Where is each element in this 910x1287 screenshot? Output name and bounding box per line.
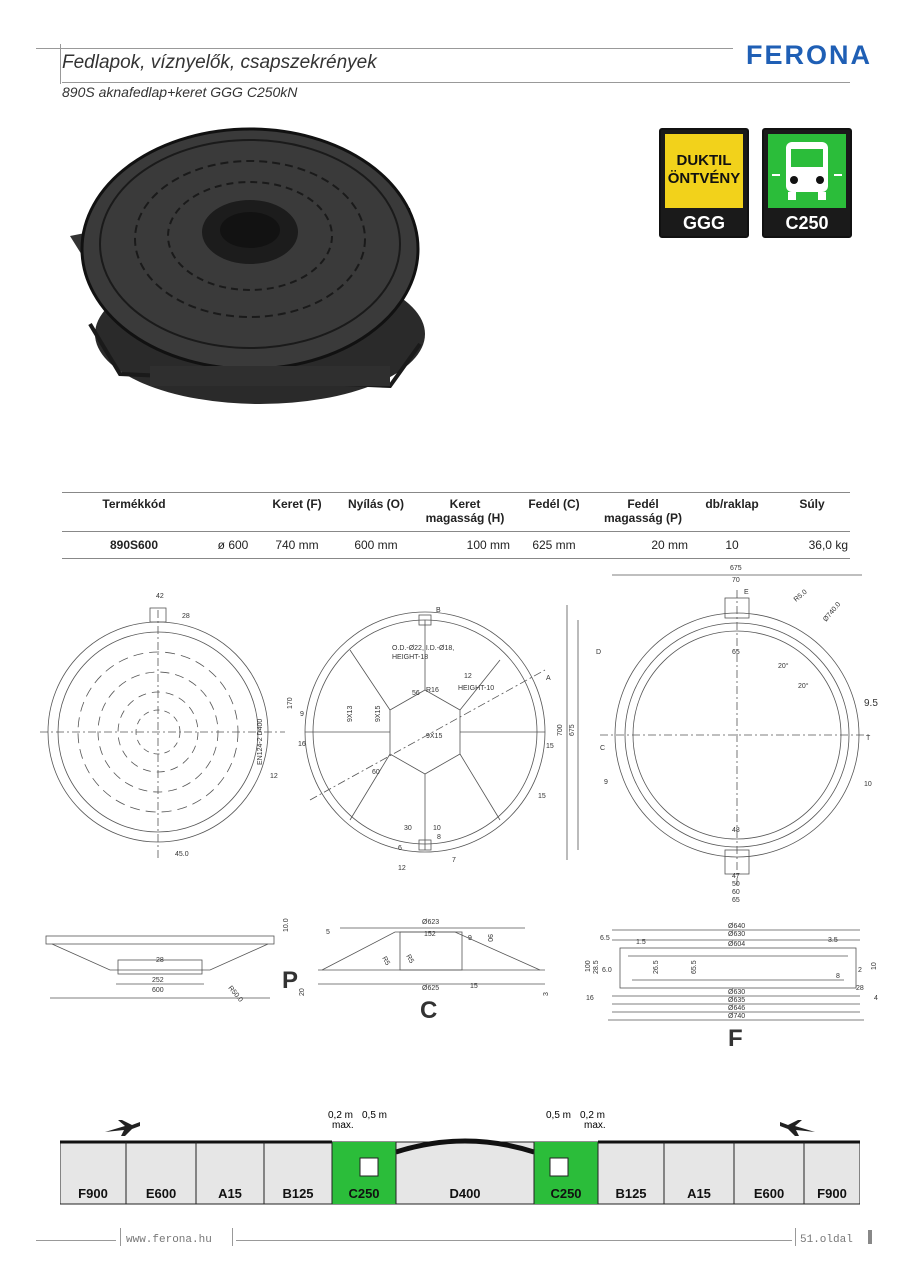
dim-f-100: 100 [585,960,592,972]
dim-9x13: 9X13 [347,705,354,722]
dim-c-90: 90 [486,934,493,942]
cell-frame-height: 100 mm [418,532,512,559]
th-opening: Nyílás (O) [334,493,418,532]
mark-02-right: 0,2 m [580,1110,606,1121]
cell-opening: 600 mm [334,532,418,559]
th-cover: Fedél (C) [512,493,596,532]
dim-15a: 15 [546,743,554,750]
dim-c-5: 5 [326,929,330,936]
dim-f-740: Ø740 [728,1013,746,1020]
dim-50: 50 [732,881,740,888]
badge-ggg: GGG [661,210,747,236]
page-title: Fedlapok, víznyelők, csapszekrények [62,52,377,73]
dim-f-630: Ø630 [728,931,746,938]
dim-740: Ø740.0 [822,601,843,624]
dim-10r: 10 [864,781,872,788]
dim-r5: R5.0 [792,588,809,604]
airplane-icon-right [780,1120,815,1136]
dim-70: 70 [732,577,740,584]
label-p: P [282,967,299,994]
spec-table [62,492,850,559]
dim-12b: 12 [398,865,406,872]
cell-code: 890S600 [62,532,206,559]
ferona-logo [746,40,872,71]
dim-9x15b: 9X15 [426,733,443,740]
dim-p-252: 252 [152,977,164,984]
dim-c-3: 3 [543,992,550,996]
seg-c250-right: C250 [550,1186,582,1201]
dim-60: 60 [372,769,380,776]
dim-f-285: 28.5 [593,960,600,974]
dim-8: 8 [437,834,441,841]
badge-line1: DUKTIL [676,152,732,169]
badge-line2: ÖNTVÉNY [667,170,741,187]
dim-f-28: 28 [856,985,864,992]
badge-c250: C250 [764,210,850,236]
dim-f-15: 1.5 [636,939,646,946]
dim-10: 10 [433,825,441,832]
seg-b125-left: B125 [282,1186,314,1201]
dim-f-640: Ø640 [728,923,746,930]
dim-r16: R16 [426,687,439,694]
th-cover-height: Fedél magasság (P) [596,493,690,532]
dim-e: E [744,589,749,596]
seg-f900-right: F900 [817,1186,847,1201]
dim-675v: 675 [569,724,576,736]
dim-9x15a: 9X15 [375,705,382,722]
dim-30: 30 [404,825,412,832]
airplane-icon-left [105,1120,140,1136]
dim-42: 42 [156,593,164,600]
dim-65: 65 [732,649,740,656]
cell-dia: ø 600 [206,532,260,559]
label-c: C [420,997,438,1024]
dim-7: 7 [452,857,456,864]
label-d-left: D [596,649,602,656]
footer-url[interactable]: www.ferona.hu [126,1234,212,1246]
dim-f-265: 26.5 [653,960,660,974]
dim-p-28: 28 [156,957,164,964]
th-frame: Keret (F) [260,493,334,532]
dim-f-2: 2 [858,967,862,974]
dim-700: 700 [557,724,564,736]
seg-a15-left: A15 [218,1186,242,1201]
note-height10: HEIGHT-10 [458,685,495,692]
dim-p-10: 10.0 [283,918,290,932]
th-weight: Súly [774,493,850,532]
dim-47: 47 [732,873,740,880]
note-height18: HEIGHT-18 [392,654,429,661]
dim-12m: 12 [464,673,472,680]
dim-45: 45.0 [175,851,189,858]
material-badge [659,128,749,238]
seg-b125-right: B125 [615,1186,647,1201]
seg-e600-left: E600 [145,1186,177,1201]
dim-f-35: 3.5 [828,937,838,944]
dim-f-635: Ø635 [728,997,746,1004]
bus-icon [768,134,846,208]
label-a-right: A [546,675,551,682]
product-photo [60,124,440,424]
label-f: F [728,1025,743,1052]
dim-9: 9 [300,711,304,718]
th-frame-height: Keret magasság (H) [418,493,512,532]
table-row [62,532,850,559]
dim-9-5: 9.5 [864,698,878,709]
cell-cover-height: 20 mm [596,532,690,559]
page-subtitle: 890S aknafedlap+keret GGG C250kN [62,84,298,100]
mark-max-left: max. [332,1120,354,1131]
dim-c-15: 15 [470,983,478,990]
th-code: Termékkód [62,493,206,532]
dim-c-152: 152 [424,931,436,938]
label-b-top: B [436,607,441,614]
dim-p-600: 600 [152,987,164,994]
dim-f-16: 16 [586,995,594,1002]
dim-c-9: 9 [468,935,472,942]
dim-p-r50: R50.0 [226,984,244,1004]
dim-6: 6 [398,845,402,852]
dim-15b: 15 [538,793,546,800]
dim-9r: 9 [604,779,608,786]
dim-16: 16 [298,741,306,748]
dim-28: 28 [182,613,190,620]
note-od: O.D.-Ø22, I.D.-Ø18, [392,645,455,652]
seg-c250-left: C250 [348,1186,380,1201]
cell-frame: 740 mm [260,532,334,559]
cell-weight: 36,0 kg [774,532,850,559]
dim-en124: EN124-2 D400 [257,718,264,765]
mark-05-right: 0,5 m [546,1110,572,1121]
mark-05-left: 0,5 m [362,1110,388,1121]
mark-max-right: max. [584,1120,606,1131]
dim-f-8: 8 [836,973,840,980]
cell-per-pallet: 10 [690,532,774,559]
table-header-row [62,493,850,532]
dim-c-625: Ø625 [422,985,440,992]
mark-02-left: 0,2 m [328,1110,354,1121]
technical-drawings [0,560,910,1060]
load-badge [762,128,852,238]
dim-f-4: 4 [874,995,878,1002]
dim-f-655: 65.5 [691,960,698,974]
dim-f-630b: Ø630 [728,989,746,996]
seg-a15-right: A15 [687,1186,711,1201]
dim-675h: 675 [730,565,742,572]
dim-f-604: Ø604 [728,941,746,948]
dim-12: 12 [270,773,278,780]
dim-20b: 20° [798,683,809,690]
seg-e600-right: E600 [753,1186,785,1201]
dim-c-r5a: R5 [380,955,391,967]
dim-56: 56 [412,690,420,697]
dim-f-646: Ø646 [728,1005,746,1012]
dim-20a: 20° [778,663,789,670]
label-t-right: T [866,735,871,742]
logo-text: FERONA [746,40,872,70]
seg-f900-left: F900 [78,1186,108,1201]
dim-c-623: Ø623 [422,919,440,926]
dim-c-20: 20 [299,988,306,996]
dim-60r: 60 [732,889,740,896]
page-number: 51.oldal [800,1234,853,1246]
dim-170: 170 [287,697,294,709]
dim-f-60: 6.0 [602,967,612,974]
seg-d400: D400 [449,1186,481,1201]
label-c-left: C [600,745,606,752]
dim-f-65: 6.5 [600,935,610,942]
road-class-diagram [60,1100,860,1210]
plan-top-cover [40,608,285,860]
cell-cover: 625 mm [512,532,596,559]
th-per-pallet: db/raklap [690,493,774,532]
dim-f-10: 10 [871,962,878,970]
dim-48: 48 [732,827,740,834]
th-blank [206,493,260,532]
dim-65b: 65 [732,897,740,904]
dim-c-r5b: R5 [404,953,415,965]
